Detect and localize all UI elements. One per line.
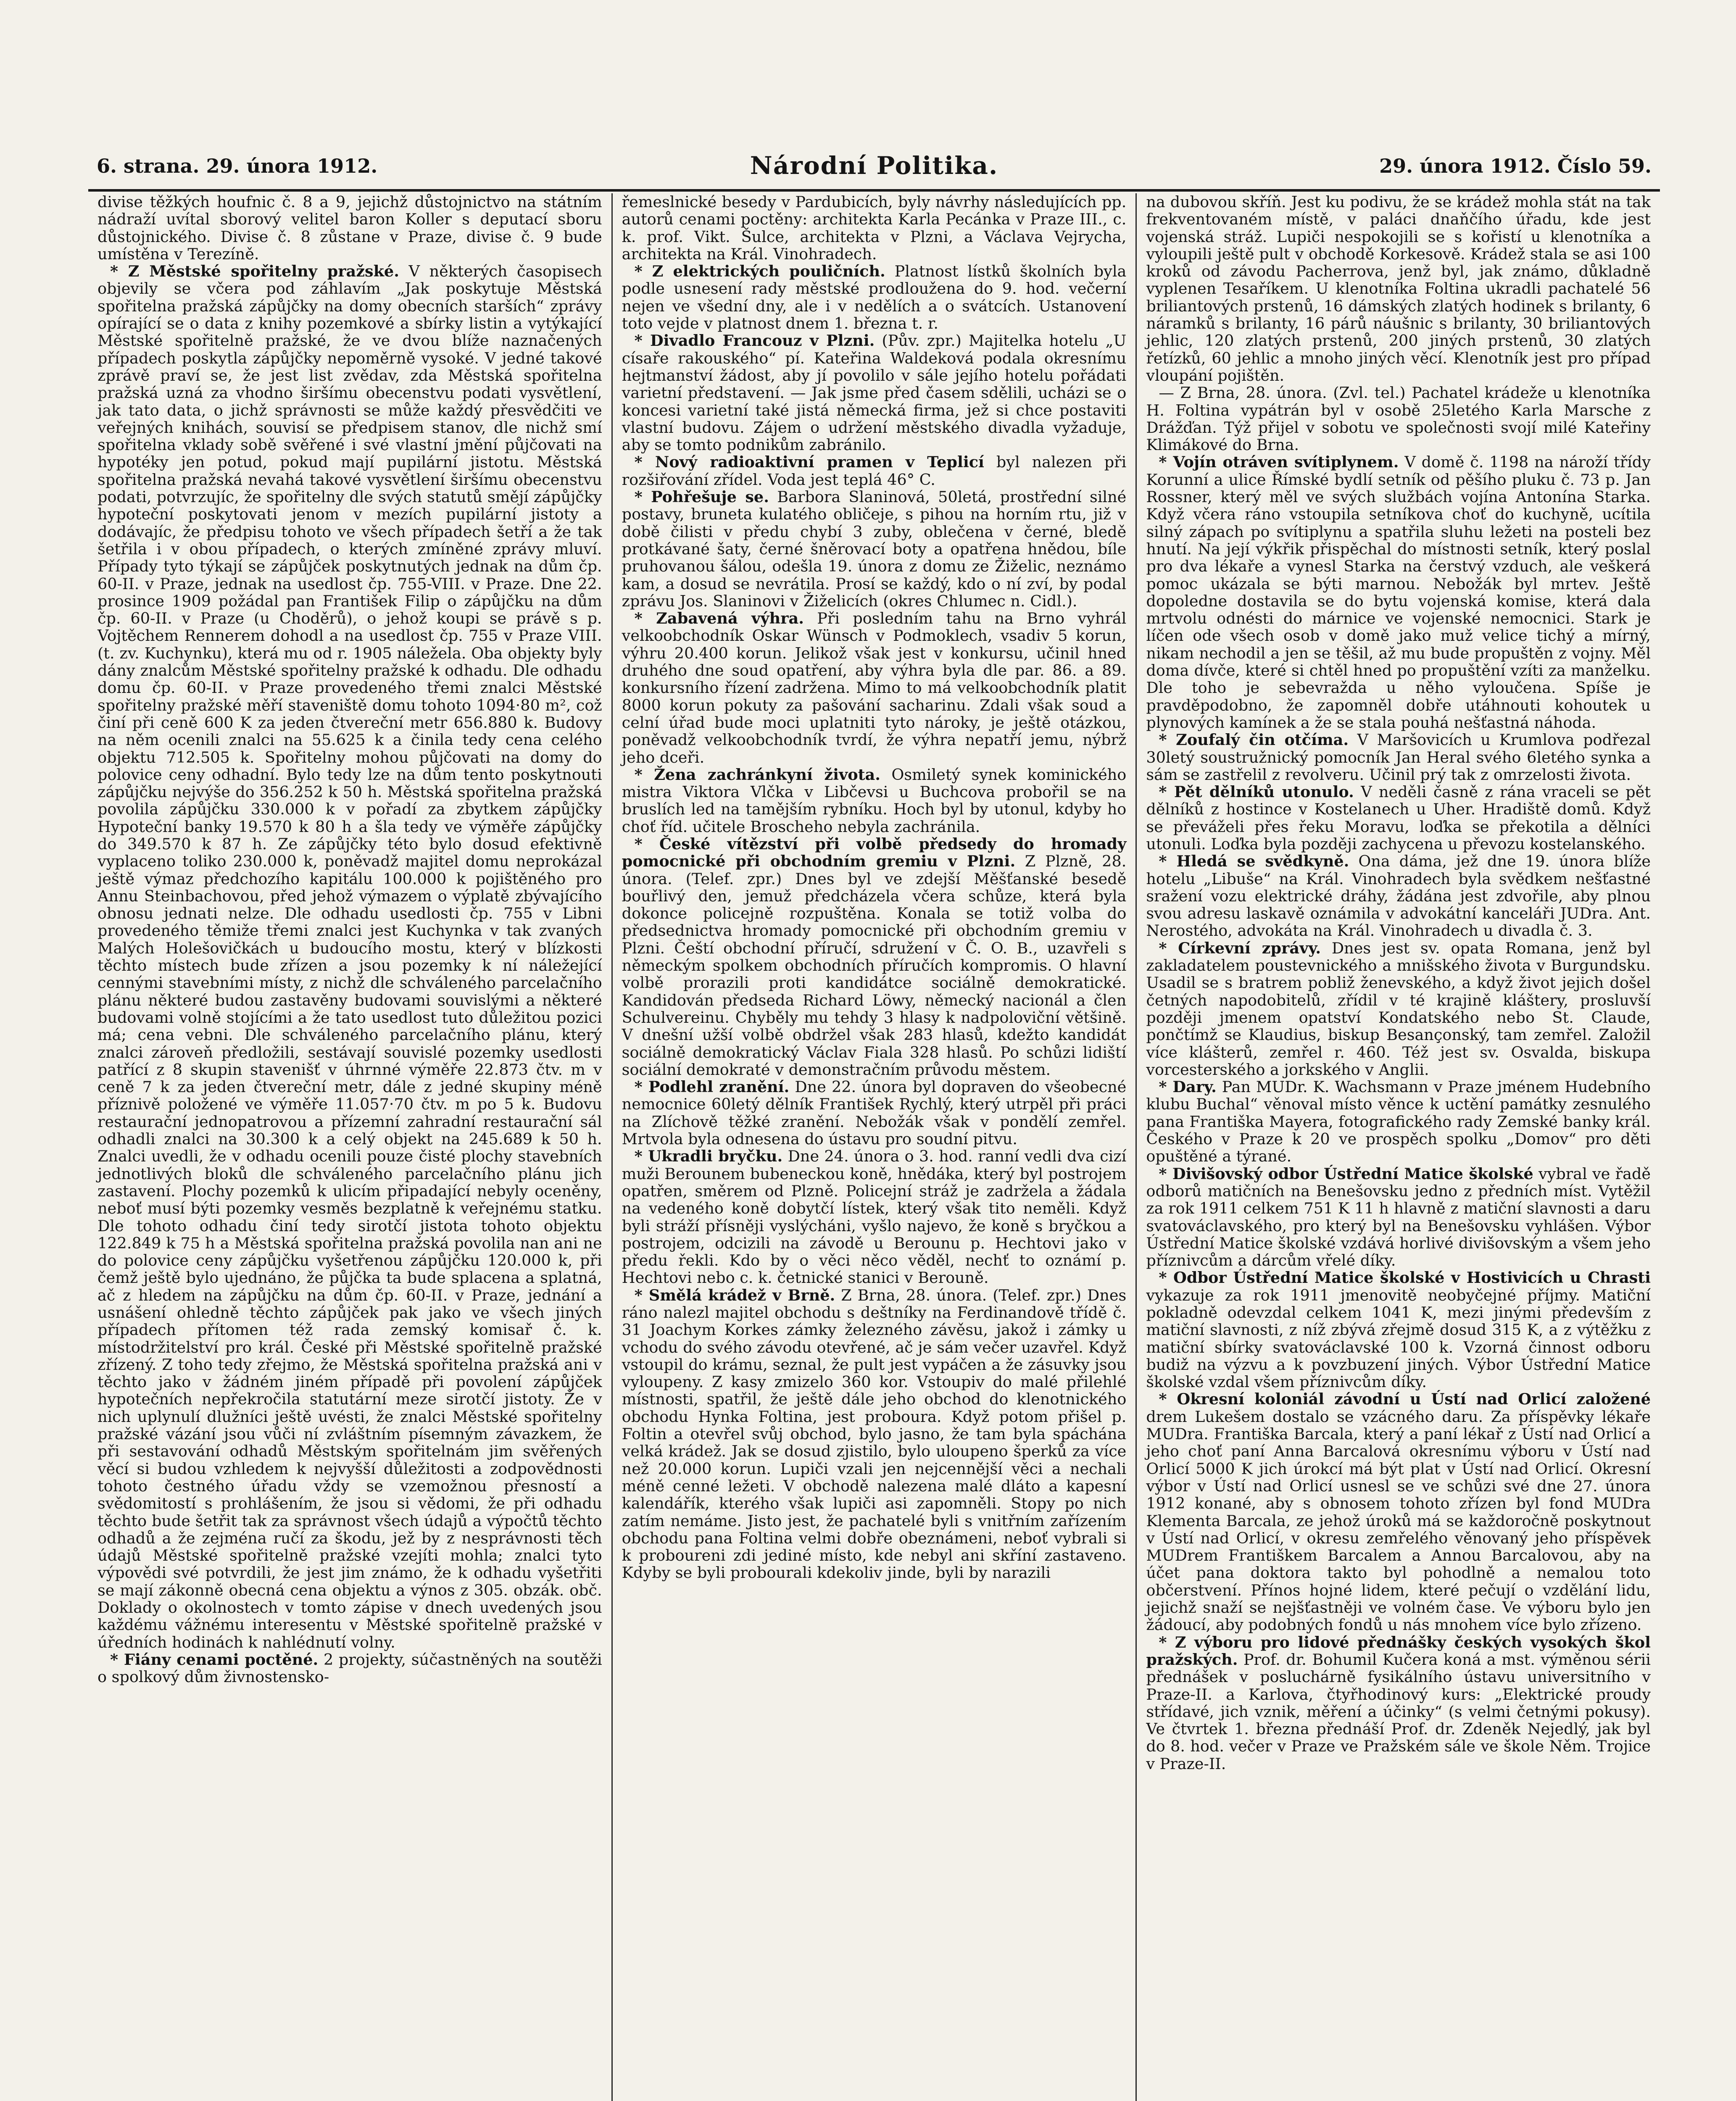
article-paragraph xyxy=(622,835,1127,1078)
article-paragraph xyxy=(1146,940,1651,1078)
newspaper-title: Národní Politika. xyxy=(750,151,998,180)
column-3 xyxy=(1137,193,1660,2101)
article-paragraph xyxy=(1146,731,1651,783)
article-heading: * Z výboru pro lidové přednášky českých vysokých škol pražských. xyxy=(1146,1633,1651,1669)
article-text: Prof. dr. Bohumil Kučera koná a mst. výměnou sérii přednášek v posluchárně fysikálního ústavu universitního v Praze-II. a Karlova, čtyřhodinový kurs: „Elektrické proudy střídavé, jich vznik, měření a účinky“ (s velmi četnými pokusy). Ve čtvrtek 1. března přednáší Prof. dr. Zdeněk Nejedlý, jak byl do 8. hod. večer v Praze ve Pražském sále ve škole Něm. Trojice v Praze-II. xyxy=(1146,1650,1651,1773)
article-heading: * Divadlo Francouz v Plzni. xyxy=(634,332,875,350)
column-2 xyxy=(613,193,1137,2101)
article-paragraph xyxy=(622,610,1127,766)
article-heading: * Vojín otráven svítiplynem. xyxy=(1159,453,1399,471)
article-paragraph xyxy=(1146,1078,1651,1165)
article-paragraph xyxy=(622,193,1127,263)
article-text: (Pův. zpr.) Majitelka hotelu „U císaře rakouského“ pí. Kateřina Waldeková podala okresnímu hejtmanství žádost, aby jí povolilo v sále jejího hotelu pořádati varietní představení. — Jak jsme před časem sdělili, ucházi se o koncesi varietní také jistá německá firma, jež si chce postaviti vlastní budovu. Zájem o udržení městského divadla vyžaduje, aby se tomto podnikům zabránilo. xyxy=(622,332,1127,454)
article-paragraph xyxy=(1146,853,1651,939)
article-heading: * Ukradli bryčku. xyxy=(634,1147,783,1166)
article-text: drem Lukešem dostalo se vzácného daru. Za příspěvky lékaře MUDra. Františka Barcala, který a paní lékař z Ústí nad Orlicí a jeho choť paní Anna Barcalová okresnímu výboru v Ústí nad Orlicí 5000 K jich úrokcí má být plat v Ústí nad Orlicí. Okresní výbor v Ústí nad Orlicí usnesl se ve schůzi své dne 27. února 1912 konané, aby s obnosem tohoto zřízen byl fond MUDra Klementa Barcala, ze jehož úroků má se každoročně poskytnout v Ústí nad Orlicí, v okresu zemřelého věnovaný jeho příspěvek MUDrem Františkem Barcalem a Annou Barcalovou, aby na účet pana doktora takto byl pohodlně a nemalou toto občerstvení. Přínos hojné lidem, které pečují o vzdělání lidu, jejichž snaží se nejšťastněji ve volném čase. Ve výboru bylo jen žádoucí, aby podobných fondů u nás mnohem více bylo zřízeno. xyxy=(1146,1407,1651,1634)
article-text: V Maršovicích u Krumlova podřezal 30letý soustružnický pomocník Jan Heral svého 6letého synka a sám se zastřelil z revolveru. Učinil prý tak z omrzelosti života. xyxy=(1146,731,1651,784)
article-paragraph xyxy=(622,766,1127,835)
article-text: Barbora Slaninová, 50letá, prostřední silné postavy, bruneta kulatého obličeje, s pihou na horním rtu, již v době čilisti v předu chybí 3 zuby, oblečena v černé, bledě protkávané šaty, černé šněrovací boty a opatřena hnědou, bíle pruhovanou šálou, odešla 19. února z domu ze Žiželic, neznámo kam, a dosud se nevrátila. Prosí se každý, kdo o ní zví, by podal zprávu Jos. Slaninovi v Žiželicích (okres Chlumec n. Cidl.). xyxy=(622,488,1127,610)
article-text: na dubovou skříň. Jest ku podivu, že se krádež mohla stát na tak frekventovaném místě, v paláci dnaňčího úřadu, kde jest vojenská stráž. Lupiči nespokojili se s kořistí u klenotníka a vyloupili ještě pult v obchodě Korkesově. Krádež stala se asi 100 kroků od závodu Pacherrova, jenž byl, jak známo, důkladně vyplenen Tesaříkem. U klenotníka Foltina ukradli pachatelé 56 briliantových prstenů, 16 dámských zlatých hodinek s brilanty, 6 náramků s brilanty, 16 párů náušnic s brilanty, 30 briliantových jehlic, 120 zlatých prstenů, 200 jiných prstenů, 30 zlatých řetízků, 60 jehlic a mnoho jiných věcí. Klenotník jest pro případ vloupání pojištěn. xyxy=(1146,193,1651,384)
article-text: 2 projekty, súčastněných na soutěži o spolkový dům živnostensko- xyxy=(97,1650,602,1686)
article-text: Dne 24. února o 3. hod. ranní vedli dva cizí muži Berounem bubeneckou koně, hnědáka, který byl postrojem opatřen, směrem od Plzně. Policejní stráž je zadržela a žádala na vedeného koně dobytčí lístek, který však tito neměli. Když byli stráží přísněji vyslýcháni, vyšlo najevo, že koně s bryčkou a postrojem, odcizili na závodě u Berounu p. Hechtovi jako v předu řekli. Kdo by o věci něco věděl, nechť to oznámí p. Hechtovi nebo c. k. četnické stanici v Berouně. xyxy=(622,1147,1127,1287)
article-text: Dne 22. února byl dopraven do všeobecné nemocnice 60letý dělník František Rychlý, který utrpěl při práci na Zlíchově těžké zranění. Nebožák však v pondělí zemřel. Mrtvola byla odnesena do ústavu pro soudní pitvu. xyxy=(622,1078,1127,1148)
article-heading: * Podlehl zranění. xyxy=(634,1078,790,1096)
article-text: Ona dáma, jež dne 19. února blíže hotelu „Libuše“ na Král. Vinohradech byla svědkem nešťastné sražení vozu elektrické dráhy, žádána jest zdvořile, aby plnou svou adresu laskavě oznámila v advokátní kanceláři JUDra. Ant. Nerostého, advokáta na Král. Vinohradech u divadla č. 3. xyxy=(1146,852,1651,940)
article-paragraph xyxy=(97,193,602,263)
article-heading: * Z Městské spořitelny pražské. xyxy=(110,262,399,281)
article-heading: * Nový radioaktivní pramen v Teplicí xyxy=(634,453,984,471)
article-heading: * České vítězství při volbě předsedy do hromady pomocnické při obchodním gremiu v Plzni. xyxy=(622,835,1127,871)
article-heading: * Dary. xyxy=(1159,1078,1217,1096)
article-text: Platnost lístků školních byla podle usnesení rady městské prodloužena do 9. hod. večerní nejen ve všední dny, ale i v nedělích a o svátcích. Ustanovení toto vejde v platnost dnem 1. března t. r. xyxy=(622,262,1127,333)
article-text: Při posledním tahu na Brno vyhrál velkoobchodník Oskar Wünsch v Podmoklech, vsadiv 5 korun, výhru 20.400 korun. Jelikož však jest v konkursu, učinil hned druhého dne soud opatření, aby výhra byla dle par. 86. a 89. konkursního řízení zadržena. Mimo to má velkoobchodník platit 8000 korun pokuty za pašování sacharinu. Zdali však soud a celní úřad bude moci uplatniti tyto nároky, je ještě otázkou, poněvadž velkoobchodník tvrdí, že výhra nepatří jemu, nýbrž jeho dceři. xyxy=(622,609,1127,766)
article-heading: * Smělá krádež v Brně. xyxy=(634,1286,835,1304)
article-heading: * Fiány cenami poctěné. xyxy=(110,1650,319,1669)
article-paragraph xyxy=(622,453,1127,488)
article-paragraph xyxy=(1146,1269,1651,1390)
article-heading: * Pohřešuje se. xyxy=(634,488,769,506)
article-text: V domě č. 1198 na nároží třídy Korunní a ulice Římské bydlí setník od pěšího pluku č. 73 p. Jan Rossner, který měl ve svých službách vojína Antonína Starka. Když včera ráno vstoupila setníkova choť do kuchyně, ucítila silný zápach po svítiplynu a spatřila sluhu ležeti na posteli bez hnutí. Na její výkřik přispěchal do místnosti setník, který poslal pro dva lékaře a vynesl Starka na čerstvý vzduch, ale veškerá pomoc ukázala se býti marnou. Nebožák byl mrtev. Ještě dopoledne dostavila se do bytu vojenská komise, která dala mrtvolu odnésti do márnice ve vojenské nemocnici. Stark je líčen ode všech osob v domě jako muž velice tichý a mírný, nikam nechodil a jen se těšil, až mu bude propuštěn z vojny. Měl doma dívče, které si chtěl hned po propuštění vzíti za manželku. Dle toho je sebevražda u něho vyloučena. Spíše je pravděpodobno, že zapomněl dobře utáhnouti kohoutek u plynových kamínek a že se stala pouhá nešťastná náhoda. xyxy=(1146,453,1651,732)
page-number-date: 6. strana. 29. února 1912. xyxy=(97,155,378,177)
article-text: V neděli časně z rána vraceli se pět dělníků z hostince v Kostelanech u Uher. Hradiště domů. Když se převáželi přes řeku Moravu, loďka se překotila a dělníci utonuli. Loďka byla později zachycena u převozu kostelanského. xyxy=(1146,783,1651,853)
article-paragraph xyxy=(622,1287,1127,1582)
article-paragraph xyxy=(1146,453,1651,731)
article-text: V některých časopisech objevily se včera pod záhlavím „Jak poskytuje Městská spořitelna pražská zápůjčky na domy obecních starších“ zprávy opírající se o data z knihy pozemkové a sbírky listin a vytýkající Městské spořitelně pražské, že ve dvou blíže naznačených případech poskytla zápůjčky nepoměrně vysoké. V jedné takové zprávě praví se, že jest list zvědav, zda Městská spořitelna pražská uzná za vhodno širšímu obecenstvu podati vysvětlení, jak tato data, o jichž správnosti se může každý přesvědčiti ve veřejných knihách, souvisí se předpisem stanov, dle nichž smí spořitelna vklady sobě svěřené i své vlastní jmění půjčovati na hypotéky jen potud, pokud mají pupilární jistotu. Městská spořitelna pražská nevahá takové vysvětlení širšímu obecenstvu podati, potvrzujíc, že spořitelny dle svých statutů smějí zápůjčky hypoteční poskytovati jenom v mezích pupilární jistoty a dodávajíc, že předpisu tohoto ve všech případech šetří a že tak šetřila i v obou případech, o kterých zmíněné zprávy mluví. Případy tyto týkají se zápůjček poskytnutých jednak na dům čp. 60-II. v Praze, jednak na usedlost čp. 755-VIII. v Praze. Dne 22. prosince 1909 požádal pan František Filip o zápůjčku na dům čp. 60-II. v Praze (u Choděrů), o jehož koupi se právě s p. Vojtěchem Rennerem dohodl a na usedlost čp. 755 v Praze VIII. (t. zv. Kuchynku), která mu od r. 1905 náležela. Oba objekty byly dány znalcům Městské spořitelny pražské k odhadu. Dle odhadu domu čp. 60-II. v Praze provedeného třemi znalci Městské spořitelny pražské měří staveniště domu tohoto 1094·80 m², což činí při ceně 600 K za jeden čtvereční metr 656.880 k. Budovy na něm ocenili znalci na 55.625 k a činila tedy cena celého objektu 712.505 k. Spořitelny mohou půjčovati na domy do polovice ceny odhadní. Bylo tedy lze na dům tento poskytnouti zápůjčku nejvýše do 356.252 k 50 h. Městská spořitelna pražská povolila zápůjčku 330.000 k v pořadí za zbytkem zápůjčky Hypoteční banky 19.570 k 80 h a šla tedy ve výměře zápůjčky do 349.570 k 87 h. Ze zápůjčky této bylo dosud efektivně vyplaceno toliko 230.000 k, poněvadž majitel domu neprokázal ještě výmaz předchozího kapitálu 100.000 k pojištěného pro Annu Steinbachovou, před jehož výmazem o výplatě zbývajícího obnosu jednati nelze. Dle odhadu usedlosti čp. 755 v Libni provedeného těmiže třemi znalci jest Kuchynka v tak zvaných Malých Holešovičkách u budoucího mostu, který v blízkosti těchto místech bude zřízen a jsou pozemky k ní náležející cennými stavebními místy, z nichž dle schváleného parcelačního plánu některé budou zastavěny budovami souvislými a některé budovami volně stojícími a že tato usedlost tuto důležitou pozici má; cena vebni. Dle schváleného parcelačního plánu, který znalci zároveň předložili, sestávají souvislé pozemky usedlosti patřící z 8 skupin stavenišť v úhrnné výměře 22.873 čtv. m v ceně 7 k za jeden čtvereční metr, dále z jedné skupiny méně příznivě položené ve výměře 11.057·70 čtv. m po 5 k. Budovu restaurační jednopatrovou a přízemní zahradní restaurační sál odhadli znalci na 30.300 k a celý objekt na 245.689 k 50 h. Znalci uvedli, že v odhadu ocenili pouze čisté plochy stavebních jednotlivých bloků dle schváleného parcelačního plánu jich zastavení. Plochy pozemků k ulicím připadající nebyly oceněny, neboť musí býti pozemky vesměs bezplatně k veřejnému statku. Dle tohoto odhadu činí tedy sirotčí jistota tohoto objektu 122.849 k 75 h a Městská spořitelna pražská povolila nan ani ne do polovice ceny zápůjčku vyšetřenou zápůjčku 120.000 k, při čemž ještě bylo ujednáno, že půjčka ta bude splacena a splatná, ač z hledem na zápůjčku na dům čp. 60-II. v Praze, jednání a usnášení ohledně těchto zápůjček pak jako ve všech jiných případech přítomen též rada zemský komisař č. k. místodržitelství pro král. České při Městské spořitelně pražské zřízený. Z toho tedy zřejmo, že Městská spořitelna pražská ani v těchto jako v žádném jiném případě při povolení zápůjček hypotečních nepřekročila statutární meze sirotčí jistoty. Že v nich uplynulí dlužníci ještě uvésti, že znalci Městské spořitelny pražské vázání jsou vůči ní zvláštním písemným závazkem, že při sestavování odhadů Městským spořitelnám jim svěřených věcí si budou vzhledem k nejvyšší důležitosti a zodpovědnosti tohoto čestného úřadu vždy se vzemožnou přesností a svědomitostí s prohlášením, že jsou si vědomi, že při odhadu těchto bude šetřit tak za správnost všech údajů a výpočtů těchto odhadů a že zejména ručí za škodu, jež by z nesprávnosti těch údajů Městské spořitelně pražské vzejíti mohla; znalci tyto výpovědi své potvrdili, že jest jim známo, že k odhadu vyšetřiti se mají zákonně obecná cena objektu a výnos z 305. obzák. obč. Doklady o okolnostech v tomto zápise v dnech uvedených jsou každému vážnému interesentu v Městské spořitelně pražské v úředních hodinách k nahlédnutí volny. xyxy=(97,262,602,1651)
article-heading: * Odbor Ústřední Matice školské v Hostivicích u Chrasti xyxy=(1159,1269,1651,1287)
article-heading: * Zoufalý čin otčíma. xyxy=(1159,731,1349,749)
article-paragraph xyxy=(1146,193,1651,384)
article-text: Dnes jest sv. opata Romana, jenž byl zakladatelem poustevnického a mnišského života v Burgundsku. Usadil se s bratrem pobliž ženevského, a když život jejich došel četných napodobitelů, zřídil v té krajině kláštery, prosluvší později jmenem opatství Kondatského nebo St. Claude, pončtímž se Klaudius, biskup Besançonský, tam zemřel. Založil více klášterů, zemřel r. 460. Též jest sv. Osvalda, biskupa vorcesterského a jorkského v Anglii. xyxy=(1146,939,1651,1079)
article-heading: * Zabavená výhra. xyxy=(634,609,804,628)
article-paragraph xyxy=(622,263,1127,332)
article-text: Z Brna, 28. února. (Telef. zpr.) Dnes ráno nalezl majitel obchodu s deštníky na Ferdinandově třídě č. 31 Joachym Korkes zámky železného závěsu, jakož i zámky u vchodu do svého závodu otevřené, ač je sám večer uzavřel. Když vstoupil do krámu, seznal, že pult jest vypáčen a že zásuvky jsou vyloupeny. Z kasy zmizelo 360 kor. Vstoupiv do malé přilehlé místnosti, spatřil, že ještě dále jeho obchod do klenotnického obchodu Hynka Foltina, jest proboura. Když potom přišel p. Foltin a otevřel svůj obchod, bylo jasno, že tam byla spáchána velká krádež. Jak se dosud zjistilo, bylo uloupeno šperků za více než 20.000 korun. Lupiči vzali jen nejcennější věci a nechali méně cenné ležeti. V obchodě nalezena malé dláto a kapesní kalendářík, kterého však lupiči asi zapomněli. Stopy po nich zatím nemáme. Jisto jest, že pachatelé byli s vnitřním zařízením obchodu pana Foltina velmi dobře obeznámeni, neboť vybrali si k proboureni zdi jediné místo, kde nebyl ani skříní zastaveno. Kdyby se byli probourali kdekoliv jinde, byli by narazili xyxy=(622,1286,1127,1582)
article-text: vykazuje za rok 1911 jmenovitě neobyčejné příjmy. Matiční pokladně odevzdal celkem 1041 K, mezi jinými především z matiční slavnosti, z níž zbývá zřejmě dosud 315 K, a z výtěžku z matiční sbírky svatováclavské 100 k. Vzorná činnost odboru budiž na výzvu a k povzbuzení jiných. Výbor Ústřední Matice školské vzdal všem příznivcům díky. xyxy=(1146,1286,1651,1391)
article-text: Osmiletý synek kominického mistra Viktora Vlčka v Libčevsi u Buchcova probořil se na bruslích led na tamějším rybníku. Hoch byl by utonul, kdyby ho choť říd. učitele Broscheho nebyla zachránila. xyxy=(622,765,1127,836)
article-text: byl nalezen při rozšiřování zřídel. Voda jest teplá 46° C. xyxy=(622,453,1127,489)
article-paragraph xyxy=(1146,1390,1651,1633)
article-paragraph xyxy=(1146,783,1651,853)
article-heading: * Divišovský odbor Ústřední Matice školské xyxy=(1159,1164,1533,1183)
article-heading: * Z elektrických pouličních. xyxy=(634,262,885,281)
article-heading: * Žena zachránkyní života. xyxy=(634,765,880,784)
text-columns xyxy=(88,193,1660,2101)
article-heading: * Hledá se svědkyně. xyxy=(1159,852,1349,871)
article-text: divise těžkých houfnic č. 8 a 9, jejichž důstojnictvo na státním nádraží uvítal sborový velitel baron Koller s deputací sboru důstojnického. Divise č. 8 zůstane v Praze, divise č. 9 bude umístěna v Terezíně. xyxy=(97,193,602,263)
article-text: řemeslnické besedy v Pardubicích, byly návrhy následujících pp. autorů cenami poctěny: architekta Karla Pecánka v Praze III., c. k. prof. Vikt. Šulce, architekta v Plzni, a Václava Vejrycha, architekta na Král. Vinohradech. xyxy=(622,193,1127,263)
article-paragraph xyxy=(622,1078,1127,1148)
article-paragraph xyxy=(1146,1165,1651,1269)
article-text: Pan MUDr. K. Wachsmann v Praze jménem Hudebního klubu Buchal“ věnoval místo věnce k uctění památky zesnulého pana Františka Mayera, fotografického rady Zemské banky král. Českého v Praze k 20 ve prospěch spolku „Domov“ pro děti opuštěné a týrané. xyxy=(1146,1078,1651,1166)
article-text: Z Plzně, 28. února. (Telef. zpr.) Dnes byl ve zdejší Měšťanské besedě bouřlivý den, jemuž předcházela včera schůze, která byla dokonce policejně rozpuštěna. Konala se totiž volba do předsednictva hromady pomocnické při obchodním gremiu v Plzni. Čeští obchodní příručí, sdružení v Č. O. B., uzavřeli s německým spolkem obchodních příručích kompromis. O hlavní volbě prorazili proti kandidátce sociálně demokratické. Kandidován předseda Richard Löwy, německý nacionál a člen Schulvereinu. Chyběly mu tehdy 3 hlasy k nadpoloviční většině. V dnešní užší volbě obdržel však 283 hlasů, kdežto kandidát sociálně demokratický Václav Fiala 328 hlasů. Po schůzi lidiští sociální demokraté v demonstračním průvodu městem. xyxy=(622,852,1127,1079)
article-heading: * Církevní zprávy. xyxy=(1159,939,1321,957)
page-header xyxy=(88,151,1660,192)
article-paragraph xyxy=(1146,1634,1651,1772)
article-paragraph xyxy=(97,1651,602,1686)
article-text: vybral ve řadě odborů matičních na Benešovsku jedno z předních míst. Vytěžil za rok 1911 celkem 751 K 11 h hlavně z matiční slavnosti a daru svatováclavského, pro který byl na Benešovsku vyhlášen. Výbor Ústřední Matice školské vzdává horlivé divišovským a všem jeho příznivcům a dárcům vřelé díky. xyxy=(1146,1164,1651,1270)
newspaper-page xyxy=(88,151,1660,2101)
article-paragraph xyxy=(622,488,1127,610)
article-paragraph xyxy=(97,263,602,1651)
article-text: — Z Brna, 28. února. (Zvl. tel.) Pachatel krádeže u klenotníka H. Foltina vypátrán byl v osobě 25letého Karla Marsche z Drážďan. Týž přijel v sobotu ve společnosti svojí milé Kateřiny Klimákové do Brna. xyxy=(1146,384,1651,454)
article-heading: * Pět dělníků utonulo. xyxy=(1159,783,1354,801)
article-paragraph xyxy=(622,332,1127,453)
article-paragraph xyxy=(622,1148,1127,1286)
article-paragraph xyxy=(1146,384,1651,453)
article-heading: * Okresní koloniál závodní u Ústí nad Orlicí založené xyxy=(1159,1390,1651,1409)
issue-date-number: 29. února 1912. Číslo 59. xyxy=(1379,155,1652,177)
column-1 xyxy=(88,193,613,2101)
